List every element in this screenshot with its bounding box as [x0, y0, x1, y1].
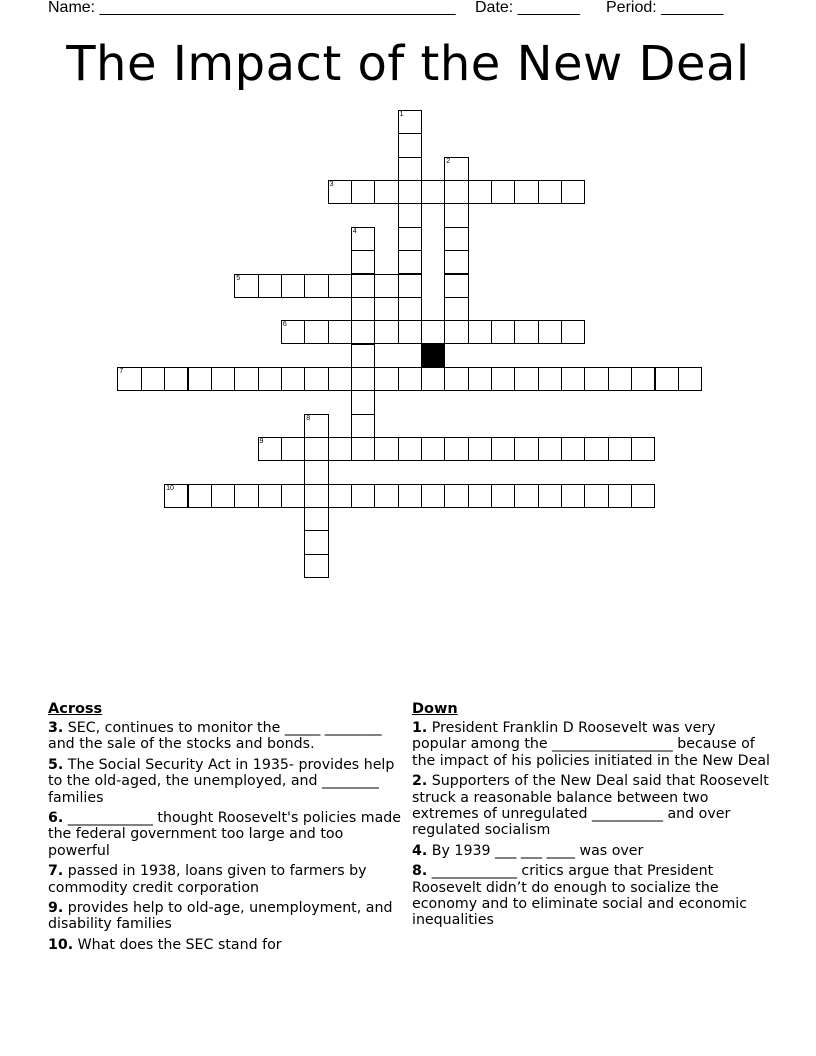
clue-number: 10 [166, 484, 174, 492]
crossword-cell[interactable] [351, 414, 375, 438]
crossword-cell[interactable] [491, 484, 515, 508]
crossword-cell[interactable] [304, 274, 328, 298]
crossword-cell[interactable] [584, 484, 608, 508]
crossword-cell[interactable] [164, 367, 188, 391]
crossword-cell[interactable] [584, 367, 608, 391]
crossword-cell[interactable] [398, 274, 422, 298]
crossword-cell[interactable] [444, 320, 468, 344]
crossword-cell[interactable] [188, 367, 212, 391]
crossword-cell[interactable] [514, 437, 538, 461]
down-heading: Down [412, 701, 458, 717]
crossword-cell[interactable] [234, 484, 258, 508]
crossword-cell[interactable] [258, 274, 282, 298]
crossword-cell[interactable] [398, 203, 422, 227]
crossword-cell[interactable] [117, 367, 141, 391]
crossword-cell[interactable] [398, 297, 422, 321]
crossword-cell[interactable] [351, 367, 375, 391]
crossword-cell[interactable] [351, 227, 375, 251]
crossword-cell[interactable] [351, 297, 375, 321]
crossword-cell[interactable] [421, 367, 445, 391]
crossword-cell[interactable] [234, 274, 258, 298]
crossword-cell[interactable] [304, 414, 328, 438]
clue-number: 5 [236, 274, 241, 282]
crossword-cell[interactable] [398, 367, 422, 391]
crossword-cell[interactable] [631, 367, 655, 391]
clue-down-4: 4. By 1939 ___ ___ ____ was over [412, 842, 644, 859]
crossword-cell[interactable] [304, 507, 328, 531]
crossword-cell[interactable] [514, 320, 538, 344]
crossword-cell[interactable] [351, 250, 375, 274]
crossword-cell[interactable] [304, 484, 328, 508]
across-clues [48, 700, 408, 957]
clue-across-5: 5. The Social Security Act in 1935- provides help to the old-aged, the unemployed, and ________ families [48, 756, 395, 806]
crossword-cell[interactable] [351, 274, 375, 298]
crossword-cell[interactable] [608, 484, 632, 508]
crossword-cell[interactable] [514, 367, 538, 391]
crossword-cell[interactable] [328, 367, 352, 391]
crossword-cell[interactable] [444, 250, 468, 274]
crossword-cell[interactable] [304, 320, 328, 344]
crossword-cell[interactable] [444, 437, 468, 461]
crossword-cell[interactable] [514, 484, 538, 508]
clue-across-6: 6. ____________ thought Roosevelt's policies made the federal government too large and too powerful [48, 810, 402, 859]
crossword-cell[interactable] [538, 367, 562, 391]
crossword-cell[interactable] [444, 484, 468, 508]
crossword-cell[interactable] [374, 274, 398, 298]
crossword-cell[interactable] [281, 367, 305, 391]
crossword-cell[interactable] [468, 320, 492, 344]
page-title: The Impact of the New Deal [66, 36, 750, 92]
crossword-cell[interactable] [398, 437, 422, 461]
crossword-cell[interactable] [398, 227, 422, 251]
crossword-cell[interactable] [398, 133, 422, 157]
crossword-cell[interactable] [398, 484, 422, 508]
crossword-cell[interactable] [351, 484, 375, 508]
crossword-cell[interactable] [258, 437, 282, 461]
crossword-cell[interactable] [561, 320, 585, 344]
crossword-cell[interactable] [584, 437, 608, 461]
crossword-cell[interactable] [328, 180, 352, 204]
clue-across-7: 7. passed in 1938, loans given to farmers by commodity credit corporation [48, 863, 367, 896]
crossword-cell[interactable] [631, 437, 655, 461]
crossword-cell[interactable] [328, 274, 352, 298]
crossword-cell[interactable] [398, 320, 422, 344]
crossword-cell[interactable] [281, 274, 305, 298]
crossword-cell[interactable] [655, 367, 679, 391]
clue-across-9: 9. provides help to old-age, unemployment, and disability families [48, 900, 393, 933]
period-field[interactable]: Period: _______ [606, 0, 724, 16]
crossword-cell[interactable] [444, 297, 468, 321]
clue-down-8: 8. ____________ critics argue that President Roosevelt didn’t do enough to socialize the economy and to eliminate social and economic inequalities [412, 863, 748, 929]
crossword-cell[interactable] [304, 460, 328, 484]
crossword-cell[interactable] [351, 437, 375, 461]
crossword-cell[interactable] [281, 437, 305, 461]
crossword-cell[interactable] [491, 437, 515, 461]
crossword-cell[interactable] [304, 437, 328, 461]
crossword-cell[interactable] [351, 344, 375, 368]
crossword-cell[interactable] [304, 530, 328, 554]
crossword-cell[interactable] [678, 367, 702, 391]
crossword-cell[interactable] [328, 320, 352, 344]
crossword-cell[interactable] [514, 180, 538, 204]
crossword-cell[interactable] [561, 180, 585, 204]
crossword-cell[interactable] [421, 437, 445, 461]
crossword-cell[interactable] [421, 180, 445, 204]
crossword-cell[interactable] [374, 320, 398, 344]
clue-down-2: 2. Supporters of the New Deal said that Roosevelt struck a reasonable balance between two extremes of unregulated __________ and over regulated socialism [412, 773, 769, 839]
clue-number: 7 [119, 367, 124, 375]
crossword-cell[interactable] [374, 180, 398, 204]
date-field[interactable]: Date: _______ [475, 0, 580, 16]
crossword-cell[interactable] [398, 110, 422, 134]
crossword-cell[interactable] [351, 180, 375, 204]
clue-number: 2 [446, 157, 451, 165]
crossword-cell[interactable] [164, 484, 188, 508]
crossword-cell[interactable] [398, 250, 422, 274]
clue-number: 3 [329, 181, 334, 189]
crossword-cell[interactable] [631, 484, 655, 508]
crossword-cell[interactable] [561, 484, 585, 508]
crossword-cell[interactable] [258, 484, 282, 508]
crossword-cell[interactable] [491, 367, 515, 391]
black-cell [421, 344, 445, 368]
clue-number: 6 [282, 321, 287, 329]
crossword-cell[interactable] [491, 180, 515, 204]
crossword-cell[interactable] [398, 180, 422, 204]
clue-number: 8 [306, 414, 311, 422]
crossword-cell[interactable] [444, 203, 468, 227]
crossword-cell[interactable] [608, 437, 632, 461]
down-clues [412, 700, 770, 933]
clue-across-10: 10. What does the SEC stand for [48, 936, 282, 953]
crossword-cell[interactable] [538, 484, 562, 508]
clue-number: 4 [352, 227, 357, 235]
crossword-cell[interactable] [444, 227, 468, 251]
crossword-cell[interactable] [374, 437, 398, 461]
crossword-cell[interactable] [444, 274, 468, 298]
crossword-cell[interactable] [328, 484, 352, 508]
crossword-cell[interactable] [421, 484, 445, 508]
crossword-cell[interactable] [188, 484, 212, 508]
crossword-cell[interactable] [468, 180, 492, 204]
crossword-cell[interactable] [538, 437, 562, 461]
clue-down-1: 1. President Franklin D Roosevelt was very popular among the _________________ because of the impact of his policies initiated in the New Deal [412, 720, 770, 769]
crossword-cell[interactable] [374, 484, 398, 508]
crossword-cell[interactable] [468, 437, 492, 461]
crossword-cell[interactable] [538, 180, 562, 204]
crossword-cell[interactable] [141, 367, 165, 391]
crossword-cell[interactable] [374, 367, 398, 391]
name-field[interactable]: Name: ________________________________________ [48, 0, 456, 16]
crossword-cell[interactable] [491, 320, 515, 344]
crossword-cell[interactable] [398, 157, 422, 181]
across-heading: Across [48, 701, 103, 717]
crossword-cell[interactable] [608, 367, 632, 391]
crossword-cell[interactable] [234, 367, 258, 391]
crossword-cell[interactable] [444, 367, 468, 391]
crossword-cell[interactable] [281, 484, 305, 508]
crossword-cell[interactable] [468, 484, 492, 508]
crossword-cell[interactable] [211, 367, 235, 391]
crossword-cell[interactable] [211, 484, 235, 508]
crossword-cell[interactable] [304, 554, 328, 578]
clue-number: 9 [259, 437, 264, 445]
crossword-cell[interactable] [351, 320, 375, 344]
crossword-cell[interactable] [421, 320, 445, 344]
clue-number: 1 [399, 111, 404, 118]
clue-across-3: 3. SEC, continues to monitor the _____ ________ and the sale of the stocks and bonds. [48, 720, 382, 753]
crossword-cell[interactable] [444, 157, 468, 181]
crossword-cell[interactable] [444, 180, 468, 204]
crossword-cell[interactable] [468, 367, 492, 391]
crossword-cell[interactable] [328, 437, 352, 461]
crossword-cell[interactable] [281, 320, 305, 344]
crossword-cell[interactable] [304, 367, 328, 391]
crossword-cell[interactable] [538, 320, 562, 344]
crossword-cell[interactable] [561, 437, 585, 461]
crossword-cell[interactable] [351, 390, 375, 414]
crossword-cell[interactable] [258, 367, 282, 391]
crossword-cell[interactable] [561, 367, 585, 391]
